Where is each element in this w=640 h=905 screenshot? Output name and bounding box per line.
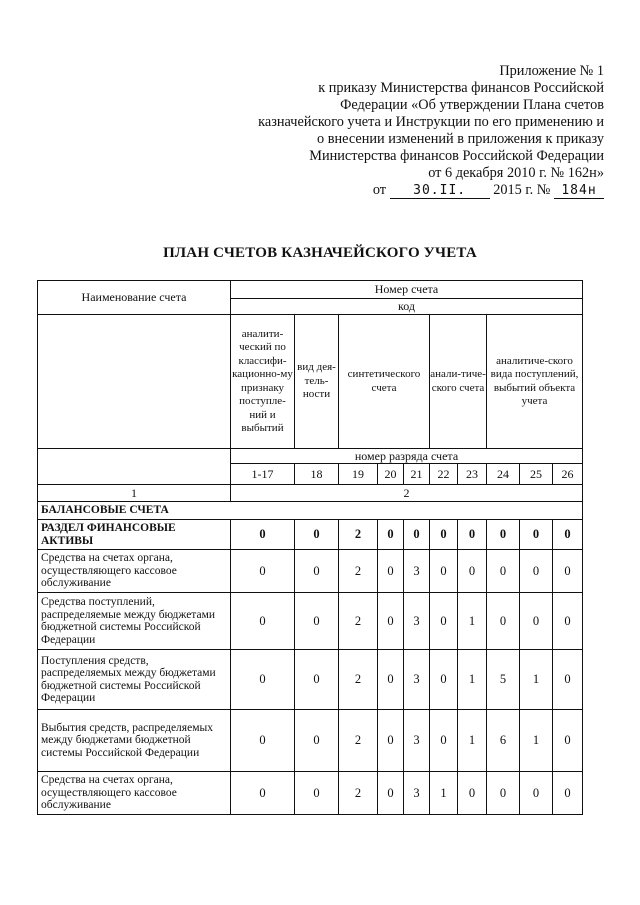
- order-year: 2015 г. №: [493, 182, 551, 198]
- digit-number: 1-17: [231, 464, 295, 485]
- header-blank-cell: [38, 315, 231, 449]
- account-name: РАЗДЕЛ ФИНАНСОВЫЕ АКТИВЫ: [38, 520, 231, 550]
- account-name: Средства поступлений, распределяемые между бюджетами бюджетной системы Российской Федерации: [38, 593, 231, 650]
- page-title: ПЛАН СЧЕТОВ КАЗНАЧЕЙСКОГО УЧЕТА: [163, 245, 477, 261]
- code-digit: 6: [487, 710, 520, 772]
- code-digit: 0: [295, 593, 339, 650]
- digit-number: 24: [487, 464, 520, 485]
- code-digit: 1: [520, 710, 553, 772]
- code-digit: 0: [458, 550, 487, 593]
- code-digit: 0: [487, 593, 520, 650]
- code-digit: 0: [231, 593, 295, 650]
- header-blank-cell: [38, 449, 231, 485]
- code-digit: 1: [458, 710, 487, 772]
- code-digit: 2: [339, 650, 378, 710]
- code-digit: 3: [404, 593, 430, 650]
- code-digit: 2: [339, 520, 378, 550]
- code-digit: 0: [295, 710, 339, 772]
- code-digit: 0: [553, 650, 583, 710]
- account-name: Средства на счетах органа, осуществляющего кассовое обслуживание: [38, 550, 231, 593]
- code-digit: 0: [231, 772, 295, 815]
- code-digit: 0: [378, 520, 404, 550]
- code-digit: 0: [231, 520, 295, 550]
- code-digit: 0: [487, 772, 520, 815]
- analytic-account-header: анали-тиче-ского счета: [430, 315, 487, 449]
- table-row: [38, 650, 583, 710]
- code-digit: 0: [430, 550, 458, 593]
- accounts-plan-table: [37, 280, 583, 815]
- code-digit: 0: [553, 710, 583, 772]
- code-digit: 3: [404, 710, 430, 772]
- table-row: [38, 710, 583, 772]
- code-digit: 0: [458, 772, 487, 815]
- code-digit: 0: [378, 710, 404, 772]
- code-digit: 3: [404, 772, 430, 815]
- code-digit: 0: [295, 772, 339, 815]
- code-digit: 1: [520, 650, 553, 710]
- document-header: [200, 63, 604, 199]
- digit-number: 21: [404, 464, 430, 485]
- order-number: 184н: [554, 184, 604, 199]
- digit-number: 25: [520, 464, 553, 485]
- code-digit: 3: [404, 650, 430, 710]
- code-digit: 2: [339, 772, 378, 815]
- digit-number: 22: [430, 464, 458, 485]
- code-digit: 0: [231, 550, 295, 593]
- code-digit: 0: [553, 520, 583, 550]
- table-row: [38, 520, 583, 550]
- code-digit: 0: [378, 772, 404, 815]
- code-digit: 0: [295, 550, 339, 593]
- digit-number: 19: [339, 464, 378, 485]
- table-body: [38, 520, 583, 815]
- col-name-header: Наименование счета: [38, 281, 231, 315]
- analytic-classification-header: аналити-ческий по классифи-кационно-му признаку поступле-ний и выбытий: [231, 315, 295, 449]
- code-digit: 0: [553, 550, 583, 593]
- code-header: код: [231, 299, 583, 315]
- code-digit: 0: [520, 772, 553, 815]
- code-digit: 2: [339, 593, 378, 650]
- code-digit: 0: [404, 520, 430, 550]
- header-line: о внесении изменений в приложения к приказу: [317, 131, 604, 147]
- code-digit: 0: [553, 593, 583, 650]
- balance-section-header: БАЛАНСОВЫЕ СЧЕТА: [38, 502, 583, 520]
- code-digit: 0: [295, 650, 339, 710]
- code-digit: 0: [378, 650, 404, 710]
- code-digit: 0: [520, 520, 553, 550]
- header-line: к приказу Министерства финансов Российской: [318, 80, 604, 96]
- code-digit: 0: [378, 550, 404, 593]
- column-number: 2: [231, 485, 583, 502]
- digit-number: 18: [295, 464, 339, 485]
- code-digit: 3: [404, 550, 430, 593]
- analytic-type-header: аналитиче-ского вида поступлений, выбытий объекта учета: [487, 315, 583, 449]
- digit-number: 20: [378, 464, 404, 485]
- table-row: [38, 593, 583, 650]
- order-prefix: от: [372, 182, 387, 198]
- code-digit: 1: [458, 650, 487, 710]
- digit-position-header: номер разряда счета: [231, 449, 583, 464]
- table-row: [38, 772, 583, 815]
- account-name: Средства на счетах органа, осуществляющего кассовое обслуживание: [38, 772, 231, 815]
- header-line: казначейского учета и Инструкции по его применению и: [258, 114, 604, 130]
- digit-number: 26: [553, 464, 583, 485]
- header-line: Федерации «Об утверждении Плана счетов: [340, 97, 604, 113]
- code-digit: 0: [520, 593, 553, 650]
- header-line: Министерства финансов Российской Федерации: [309, 148, 604, 164]
- table-row: [38, 550, 583, 593]
- account-number-header: Номер счета: [231, 281, 583, 299]
- order-date: 30.II.: [390, 184, 490, 199]
- code-digit: 0: [487, 550, 520, 593]
- header-line: Приложение № 1: [499, 63, 604, 79]
- code-digit: 0: [430, 593, 458, 650]
- code-digit: 2: [339, 550, 378, 593]
- code-digit: 1: [458, 593, 487, 650]
- code-digit: 0: [430, 520, 458, 550]
- digit-number: 23: [458, 464, 487, 485]
- code-digit: 0: [231, 710, 295, 772]
- code-digit: 0: [231, 650, 295, 710]
- code-digit: 2: [339, 710, 378, 772]
- code-digit: 0: [295, 520, 339, 550]
- code-digit: 0: [430, 710, 458, 772]
- code-digit: 5: [487, 650, 520, 710]
- code-digit: 0: [458, 520, 487, 550]
- activity-type-header: вид дея-тель-ности: [295, 315, 339, 449]
- header-line: от 6 декабря 2010 г. № 162н»: [428, 165, 604, 181]
- code-digit: 0: [378, 593, 404, 650]
- synthetic-account-header: синтетического счета: [339, 315, 430, 449]
- code-digit: 1: [430, 772, 458, 815]
- code-digit: 0: [553, 772, 583, 815]
- code-digit: 0: [487, 520, 520, 550]
- column-number: 1: [38, 485, 231, 502]
- account-name: Выбытия средств, распределяемых между бюджетами бюджетной системы Российской Федерации: [38, 710, 231, 772]
- order-line: [200, 182, 604, 199]
- code-digit: 0: [520, 550, 553, 593]
- code-digit: 0: [430, 650, 458, 710]
- account-name: Поступления средств, распределяемых между бюджетами бюджетной системы Российской Федерации: [38, 650, 231, 710]
